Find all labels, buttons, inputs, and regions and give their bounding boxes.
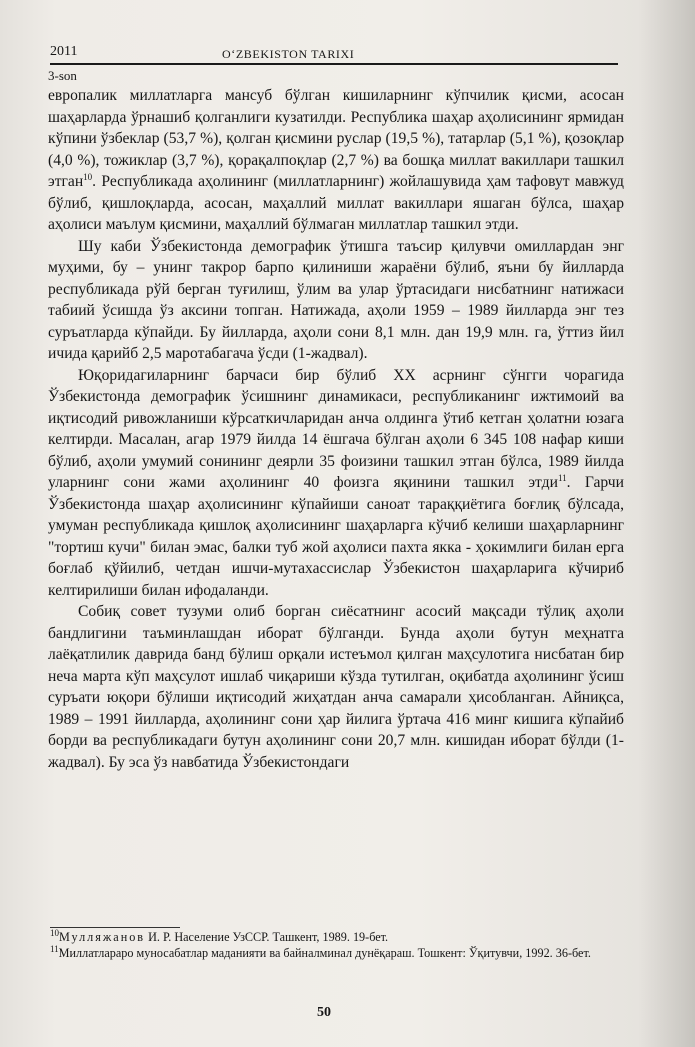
paragraph-1: европалик миллатларга мансуб бўлган кишиларнинг кўпчилик қисми, асосан шаҳарларда ўрнашиб қолганлиги кузатилди. Республика шаҳар аҳолисининг ярмидан кўпини ўзбеклар (53,7 %), қолган қисмини руслар (19,5 %), татарлар (5,1 %), қозоқлар (4,0 %), тожиклар (3,7 %), қорақалпоқлар (2,7 %) ва бошқа миллат вакиллари ташкил этган$^{10}$. Республикада аҳолининг (миллатларнинг) жойлашувида ҳам тафовут мавжуд бўлиб, қишлоқларда, асосан, маҳаллий миллат вакиллари яшаган бўлса, шаҳар аҳолиси маълум қисмини, маҳаллий бўлмаган миллатлар ташкил этди. — [48, 87, 624, 233]
paragraph-3: Юқоридагиларнинг барчаси бир бўлиб XX асрнинг сўнгги чорагида Ўзбекистонда демографик ўсишнинг динамикаси, республиканинг ижтимоий ва иқтисодий ривожланиши кўрсаткичларидан анча олдинга ўтиб кетган ҳолатни юзага келтирди. Масалан, агар 1979 йилда 14 ёшгача бўлган аҳоли 6 345 108 нафар киши бўлиб, аҳоли умумий сонининг деярли 35 фоизини ташкил этган бўлса, 1989 йилда уларнинг сони жами аҳолининг 40 фоизга яқинини ташкил этди$^{11}$. Гарчи Ўзбекистонда шаҳар аҳолисининг кўпайиши саноат тараққиётига боғлиқ бўлсада, умуман республикада қишлоқ аҳолисининг шаҳарларга кўчиб келиши шаҳарларнинг "тортиш кучи" билан эмас, балки туб жой аҳолиси пахта якка - ҳокимлиги билан ерга боғлаб қўйилиб, четдан ишчи-мутахассислар Ўзбекистон шаҳарларига кўчириб келтирилиши билан ифодаланди. — [48, 366, 624, 599]
page-number: 50 — [317, 1005, 331, 1020]
footnotes — [50, 927, 625, 962]
header-year: 2011 — [50, 44, 78, 59]
issue-number: 3-son — [48, 68, 77, 83]
paragraph-4: Собиқ совет тузуми олиб борган сиёсатнинг асосий мақсади тўлиқ аҳоли бандлигини таъминлашдан иборат бўлганди. Бунда аҳоли бутун меҳнатга лаёқатлилик даврида банд бўлиш орқали истеъмол қилган маҳсулотига нисбатан бир неча марта кўп маҳсулот ишлаб чиқариши кўзда тутилган, оқибатда аҳолининг ўсиш суръати юқори бўлиши иқтисодий жиҳатдан анча самарали ҳисобланган. Айниқса, 1989 – 1991 йилларда, аҳолининг сони ҳар йилига ўртача 416 минг кишига кўпайиб борди ва республикадаги бутун аҳолининг сони 20,7 млн. кишидан иборат бўлди (1-жадвал). Бу эса ўз навбатида Ўзбекистондаги — [48, 603, 624, 771]
article-body — [48, 85, 624, 773]
footnote-author: Мулляжанов — [59, 930, 146, 944]
header-divider — [50, 63, 618, 65]
footnote-divider — [50, 927, 180, 928]
paragraph-2: Шу каби Ўзбекистонда демографик ўтишга таъсир қилувчи омиллардан энг муҳими, бу – унинг такрор барпо қилиниши жараёни бўлиб, яъни бу йилларда республикада рўй берган туғилиш, ўлим ва улар ўртасидаги нисбатнинг натижаси табиий ўсишда ўз аксини топган. Натижада, аҳоли 1959 – 1989 йилларда энг тез суръатларда кўпайди. Бу йилларда, аҳоли сони 8,1 млн. дан 19,9 млн. га, ўттиз йил ичида қарийб 2,5 маротабагача ўсди (1-жадвал). — [48, 237, 624, 362]
journal-title: O‘ZBEKISTON TARIXI — [222, 47, 355, 61]
page-edge-shadow — [637, 0, 695, 1047]
footnote-11: $^{11}$Миллатлараро муносабатлар маданияти ва байналминал дунёқараш. Тошкент: Ўқитувчи, 1992. 36-бет. — [50, 943, 591, 960]
footnote-ref-11: 11 — [557, 472, 567, 483]
footnote-10: $^{10}$Мулляжанов И. Р. Население УзССР. Ташкент, 1989. 19-бет. — [50, 927, 389, 944]
footnote-ref-10: 10 — [83, 171, 93, 182]
